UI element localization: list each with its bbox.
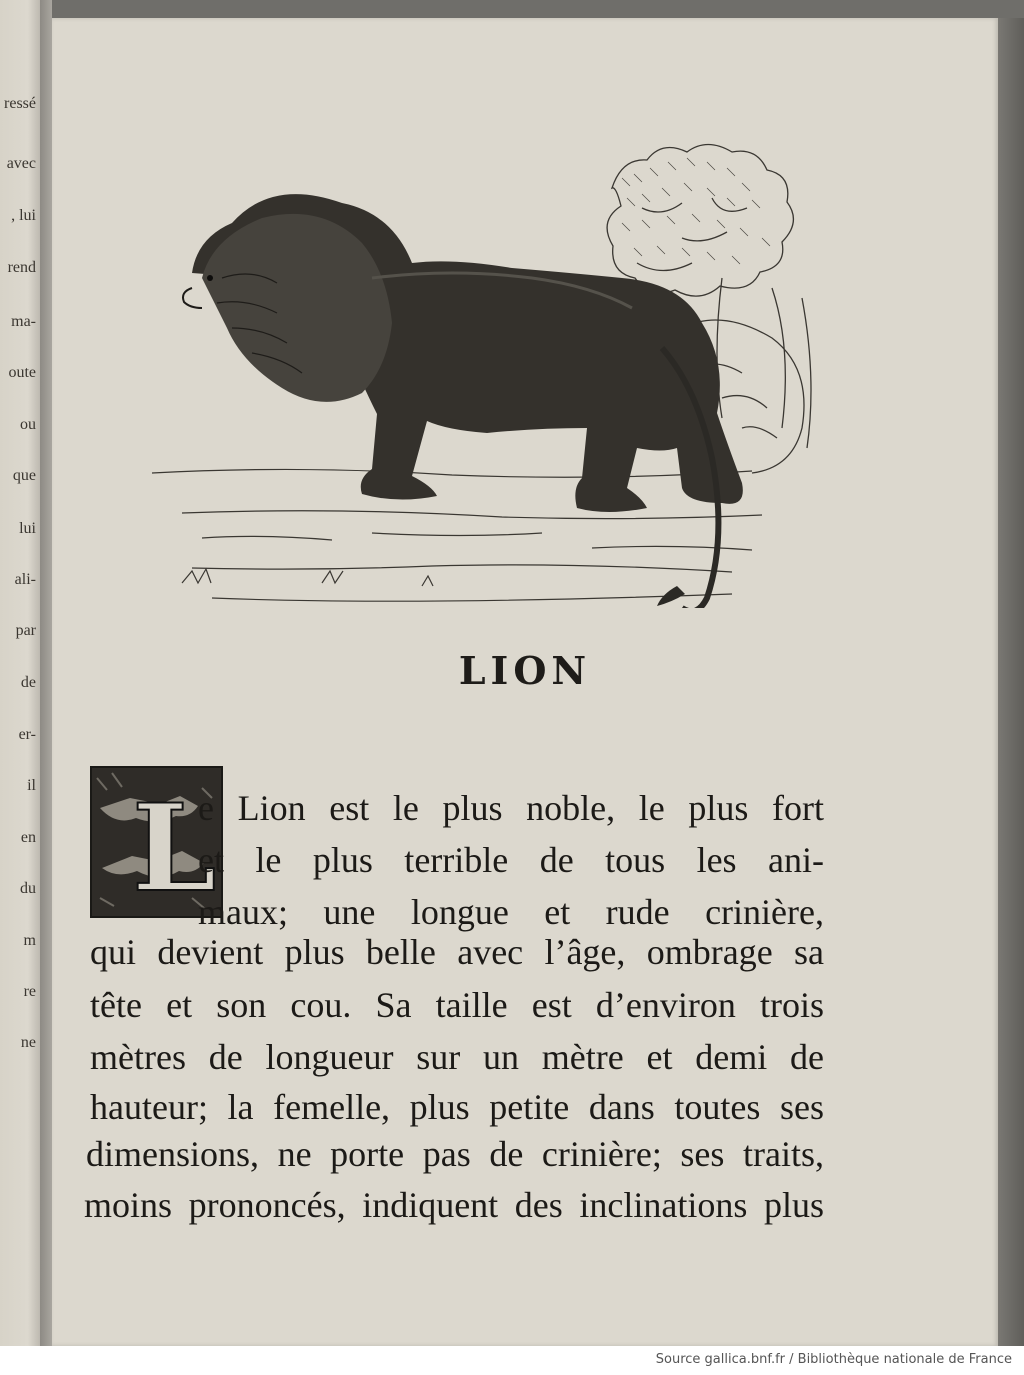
left-page-fragment: ali- [14,571,36,588]
text-line: dimensions, ne porte pas de crinière; ses traits, [86,1134,824,1174]
left-page-fragment: que [12,467,36,484]
left-page-fragment: avec [6,155,36,172]
page-edge-shadow [998,18,1024,1346]
source-credit: Source gallica.bnf.fr / Bibliothèque nationale de France [655,1352,1012,1367]
text-line: tête et son cou. Sa taille est d’environ trois [90,985,824,1025]
left-page-fragment: m [23,932,36,949]
text-line: maux; une longue et rude crinière, [198,892,824,932]
left-page-fragment: , lui [11,207,36,224]
right-page [52,18,998,1346]
drop-cap-letter: L [132,778,217,916]
text-line: et le plus terrible de tous les ani- [198,840,824,880]
ground-lines [152,469,762,601]
left-page-edge [0,0,40,1346]
left-page-fragment: lui [19,520,36,537]
left-page-fragment: en [20,829,36,846]
left-page-fragment: oute [8,364,36,381]
left-page-fragment: ma- [11,313,36,330]
left-page-fragment: rend [7,259,36,276]
book-gutter [40,0,52,1346]
text-line: hauteur; la femelle, plus petite dans toutes ses [90,1087,824,1127]
left-page-fragment: par [15,622,36,639]
left-page-fragment: il [27,777,36,794]
left-page-fragment: ressé [4,95,36,112]
left-page-fragment: du [20,880,36,897]
text-line: qui devient plus belle avec l’âge, ombrage sa [90,932,824,972]
left-page-fragment: re [23,983,36,1000]
left-page-fragment: er- [18,726,36,743]
text-line: mètres de longueur sur un mètre et demi de [90,1037,824,1077]
text-line: moins prononcés, indiquent des inclinations plus [84,1185,824,1225]
left-page-fragment: ne [20,1034,36,1051]
left-page-fragment: ou [20,416,36,433]
lion-engraving [122,128,832,608]
text-line: e Lion est le plus noble, le plus fort [198,788,824,828]
shrub-shading [622,158,770,264]
chapter-title: LION [458,648,592,693]
source-footer [0,1346,1024,1375]
left-page-fragment: de [20,674,36,691]
